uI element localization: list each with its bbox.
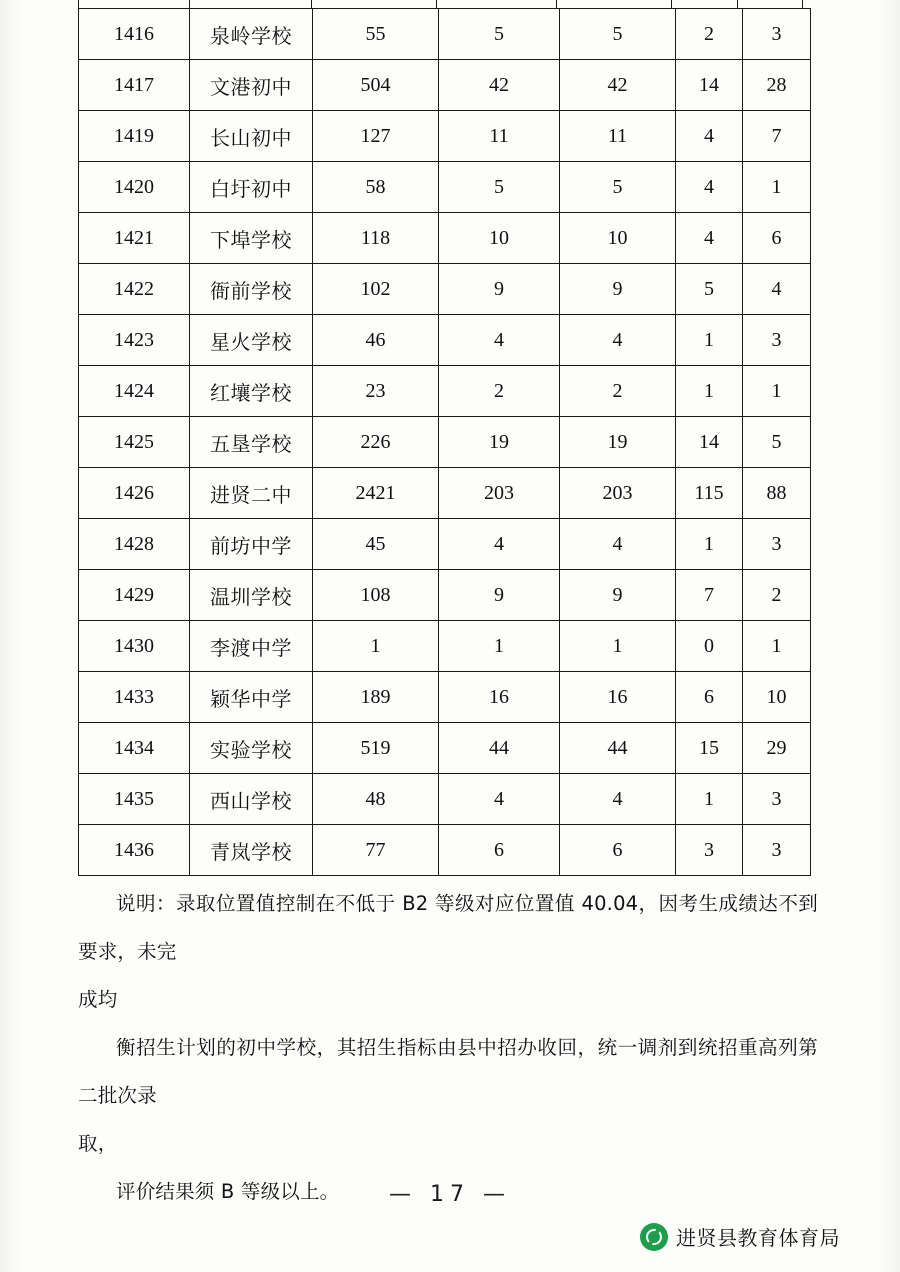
cell-total: 1 <box>313 621 439 672</box>
cell-first: 14 <box>676 417 743 468</box>
cell-school: 颖华中学 <box>190 672 313 723</box>
cell-first: 0 <box>676 621 743 672</box>
table-body <box>79 9 811 876</box>
cell-code: 1435 <box>79 774 190 825</box>
cell-plan: 11 <box>439 111 560 162</box>
cell-plan: 1 <box>439 621 560 672</box>
table-row <box>79 468 811 519</box>
cell-school: 李渡中学 <box>190 621 313 672</box>
cell-code: 1424 <box>79 366 190 417</box>
cell-total: 226 <box>313 417 439 468</box>
cell-total: 45 <box>313 519 439 570</box>
footer-brand <box>640 1222 840 1251</box>
cell-plan: 10 <box>439 213 560 264</box>
cell-second: 88 <box>743 468 811 519</box>
cell-second: 10 <box>743 672 811 723</box>
cell-quota: 9 <box>560 264 676 315</box>
cell-second: 3 <box>743 774 811 825</box>
admission-quota-table <box>78 8 803 876</box>
cell-plan: 5 <box>439 162 560 213</box>
brand-name: 进贤县教育体育局 <box>676 1226 840 1250</box>
cell-plan: 9 <box>439 264 560 315</box>
cell-school: 实验学校 <box>190 723 313 774</box>
note-line-3: 衡招生计划的初中学校，其招生指标由县中招办收回，统一调剂到统招重高列第二批次录 <box>78 1036 818 1107</box>
cell-first: 115 <box>676 468 743 519</box>
cell-plan: 203 <box>439 468 560 519</box>
cell-plan: 6 <box>439 825 560 876</box>
table-row <box>79 621 811 672</box>
cell-total: 118 <box>313 213 439 264</box>
table-row <box>79 825 811 876</box>
cell-second: 1 <box>743 162 811 213</box>
cell-school: 泉岭学校 <box>190 9 313 60</box>
cell-second: 28 <box>743 60 811 111</box>
table-row <box>79 519 811 570</box>
cell-total: 48 <box>313 774 439 825</box>
cell-quota: 4 <box>560 519 676 570</box>
cell-total: 189 <box>313 672 439 723</box>
cell-first: 4 <box>676 213 743 264</box>
cell-quota: 4 <box>560 774 676 825</box>
wechat-official-account-icon <box>640 1223 668 1251</box>
table-row <box>79 723 811 774</box>
cell-code: 1420 <box>79 162 190 213</box>
table-row <box>79 366 811 417</box>
cell-code: 1428 <box>79 519 190 570</box>
table-row <box>79 774 811 825</box>
page-edge-left <box>0 0 24 1272</box>
cell-second: 3 <box>743 315 811 366</box>
cell-code: 1436 <box>79 825 190 876</box>
cell-total: 55 <box>313 9 439 60</box>
cell-quota: 4 <box>560 315 676 366</box>
table-row <box>79 111 811 162</box>
page-number <box>0 1182 900 1207</box>
table-row <box>79 213 811 264</box>
cell-quota: 2 <box>560 366 676 417</box>
table-row <box>79 162 811 213</box>
cell-school: 文港初中 <box>190 60 313 111</box>
page-number-prefix: — <box>389 1182 417 1207</box>
cell-first: 3 <box>676 825 743 876</box>
cell-school: 进贤二中 <box>190 468 313 519</box>
cell-second: 29 <box>743 723 811 774</box>
cell-first: 1 <box>676 366 743 417</box>
cell-code: 1430 <box>79 621 190 672</box>
cell-second: 4 <box>743 264 811 315</box>
cell-second: 1 <box>743 621 811 672</box>
cell-quota: 11 <box>560 111 676 162</box>
note-line-5: 评价结果须 B 等级以上。 <box>116 1180 340 1203</box>
cell-total: 77 <box>313 825 439 876</box>
cell-plan: 9 <box>439 570 560 621</box>
cell-first: 1 <box>676 774 743 825</box>
table-row <box>79 264 811 315</box>
cell-code: 1422 <box>79 264 190 315</box>
cell-total: 58 <box>313 162 439 213</box>
cell-total: 519 <box>313 723 439 774</box>
cell-plan: 5 <box>439 9 560 60</box>
table-row <box>79 60 811 111</box>
cell-first: 7 <box>676 570 743 621</box>
cell-plan: 42 <box>439 60 560 111</box>
table-row <box>79 9 811 60</box>
cell-first: 15 <box>676 723 743 774</box>
cell-quota: 6 <box>560 825 676 876</box>
cell-quota: 5 <box>560 162 676 213</box>
cell-first: 4 <box>676 111 743 162</box>
cell-first: 1 <box>676 315 743 366</box>
cell-school: 长山初中 <box>190 111 313 162</box>
cell-plan: 2 <box>439 366 560 417</box>
cell-quota: 9 <box>560 570 676 621</box>
cell-second: 3 <box>743 519 811 570</box>
cell-quota: 203 <box>560 468 676 519</box>
cell-code: 1433 <box>79 672 190 723</box>
cell-code: 1426 <box>79 468 190 519</box>
cell-second: 1 <box>743 366 811 417</box>
cell-first: 14 <box>676 60 743 111</box>
cell-quota: 19 <box>560 417 676 468</box>
cell-total: 127 <box>313 111 439 162</box>
cell-school: 白圩初中 <box>190 162 313 213</box>
cell-total: 504 <box>313 60 439 111</box>
cell-second: 2 <box>743 570 811 621</box>
cell-first: 5 <box>676 264 743 315</box>
page-edge-right <box>876 0 900 1272</box>
cell-code: 1423 <box>79 315 190 366</box>
cell-quota: 1 <box>560 621 676 672</box>
cell-school: 青岚学校 <box>190 825 313 876</box>
cell-school: 星火学校 <box>190 315 313 366</box>
cell-second: 7 <box>743 111 811 162</box>
cell-total: 23 <box>313 366 439 417</box>
cell-first: 6 <box>676 672 743 723</box>
cell-second: 6 <box>743 213 811 264</box>
cell-plan: 4 <box>439 519 560 570</box>
cell-code: 1417 <box>79 60 190 111</box>
cell-quota: 5 <box>560 9 676 60</box>
table <box>78 8 811 876</box>
cell-school: 五垦学校 <box>190 417 313 468</box>
cell-code: 1429 <box>79 570 190 621</box>
table-row <box>79 570 811 621</box>
cell-code: 1416 <box>79 9 190 60</box>
page-number-value: 17 <box>430 1182 470 1207</box>
cell-second: 3 <box>743 825 811 876</box>
cell-school: 衙前学校 <box>190 264 313 315</box>
cell-school: 红壤学校 <box>190 366 313 417</box>
cell-total: 46 <box>313 315 439 366</box>
cell-total: 2421 <box>313 468 439 519</box>
cell-plan: 16 <box>439 672 560 723</box>
cell-code: 1434 <box>79 723 190 774</box>
cell-quota: 16 <box>560 672 676 723</box>
cell-quota: 10 <box>560 213 676 264</box>
cell-code: 1425 <box>79 417 190 468</box>
cell-first: 2 <box>676 9 743 60</box>
note-line-1: 说明：录取位置值控制在不低于 B2 等级对应位置值 40.04，因考生成绩达不到要求，未完 <box>78 892 818 963</box>
table-row <box>79 315 811 366</box>
table-row <box>79 417 811 468</box>
cell-plan: 19 <box>439 417 560 468</box>
cell-code: 1421 <box>79 213 190 264</box>
cell-code: 1419 <box>79 111 190 162</box>
cell-plan: 4 <box>439 315 560 366</box>
cell-school: 前坊中学 <box>190 519 313 570</box>
note-line-2: 成均 <box>78 988 118 1011</box>
cell-first: 1 <box>676 519 743 570</box>
cell-second: 3 <box>743 9 811 60</box>
cell-quota: 44 <box>560 723 676 774</box>
cell-total: 108 <box>313 570 439 621</box>
cell-first: 4 <box>676 162 743 213</box>
cell-plan: 44 <box>439 723 560 774</box>
page-number-suffix: — <box>483 1182 511 1207</box>
cell-school: 下埠学校 <box>190 213 313 264</box>
cell-second: 5 <box>743 417 811 468</box>
cell-plan: 4 <box>439 774 560 825</box>
note-line-4: 取， <box>78 1132 118 1155</box>
cell-school: 西山学校 <box>190 774 313 825</box>
notes-section <box>78 880 818 1216</box>
table-row <box>79 672 811 723</box>
cell-total: 102 <box>313 264 439 315</box>
cell-quota: 42 <box>560 60 676 111</box>
cell-school: 温圳学校 <box>190 570 313 621</box>
